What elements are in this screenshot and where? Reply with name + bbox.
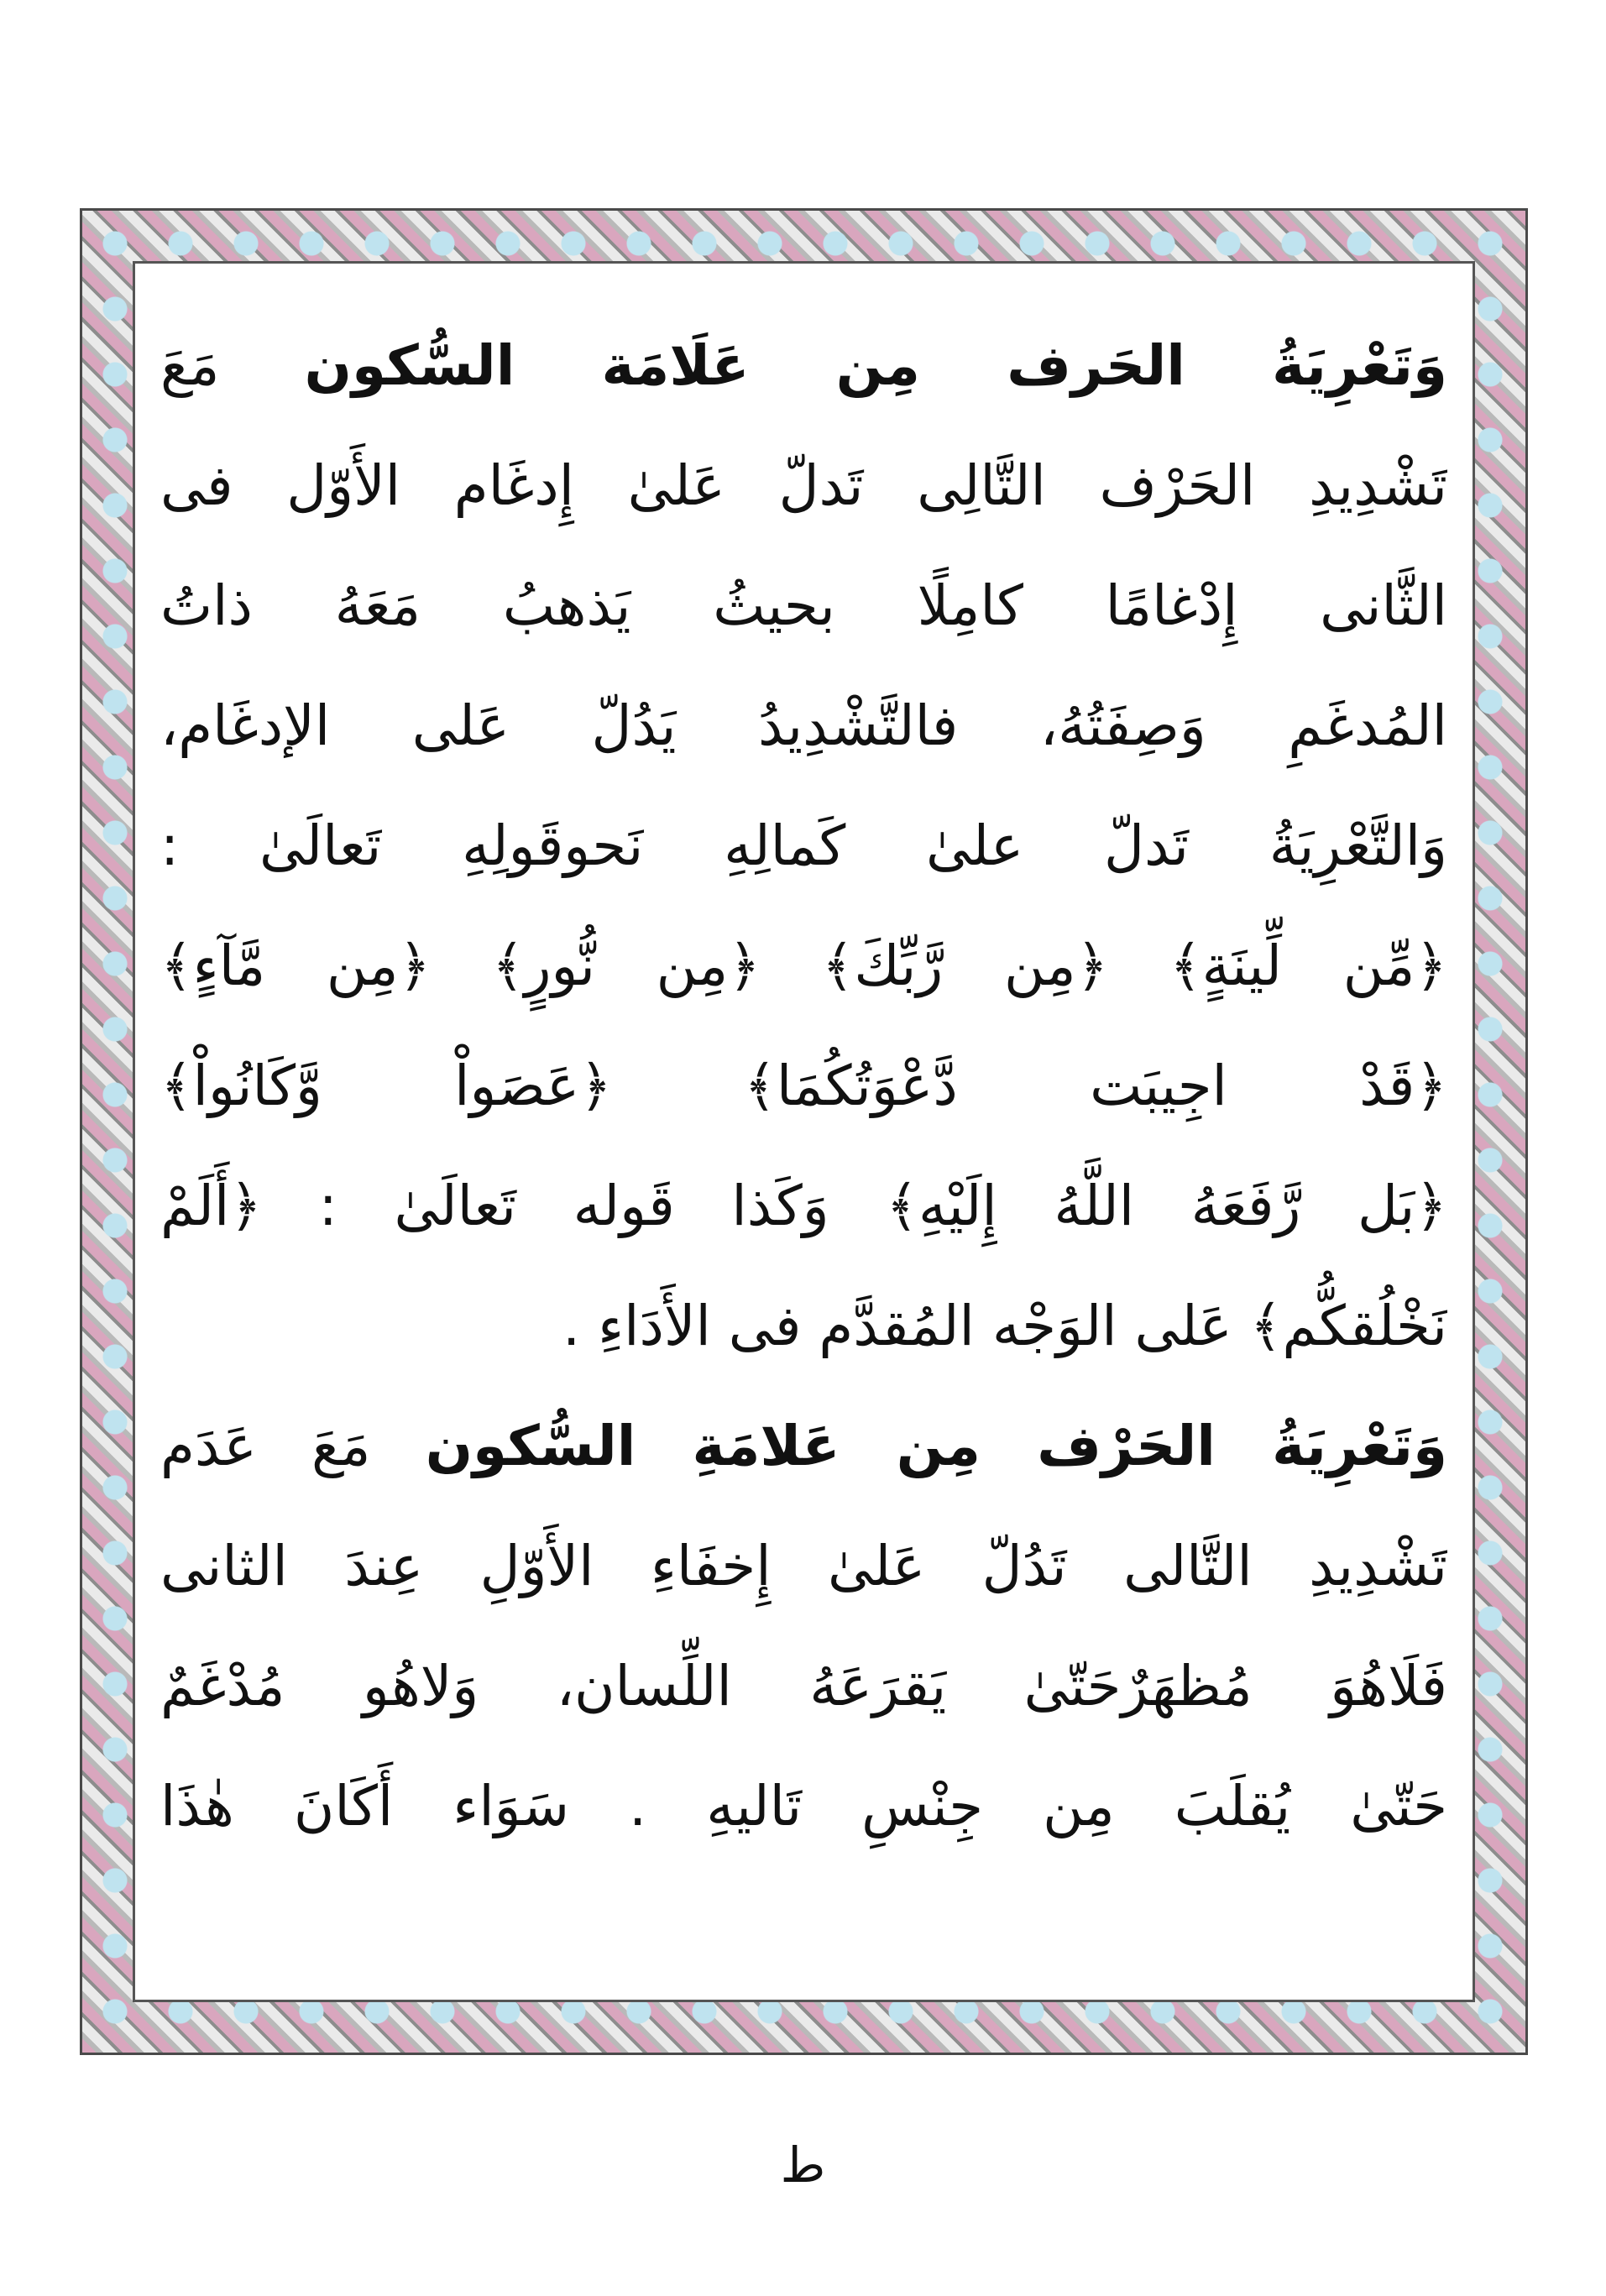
text-line: وَتَعْرِيَةُ الحَرْف مِن عَلامَةِ السُّكون مَعَ عَدَم <box>160 1414 1447 1478</box>
text-line: الثَّانى إِدْغامًا كامِلًا بحيثُ يَذهبُ مَعَهُ ذاتُ <box>160 573 1447 638</box>
text-line: نَخْلُقكُّم﴾ عَلى الوَجْه المُقدَّم فى الأَدَاءِ . <box>562 1294 1447 1358</box>
text-line: فَلَاهُوَ مُظهَرٌحَتّىٰ يَقرَعَهُ اللِّسان، وَلاهُو مُدْغَمٌ <box>160 1654 1447 1718</box>
section-heading: وَتَعْرِيَةُ الحَرْف مِن عَلامَةِ السُّكون <box>425 1414 1447 1478</box>
text-line: ﴿بَل رَّفَعَهُ اللَّهُ إِلَيْهِ﴾ وَكَذا قَوله تَعالَىٰ : ﴿أَلَمْ <box>160 1174 1447 1238</box>
text-line: ﴿مِّن لِّينَةٍ﴾ ﴿مِن رَّبِّكَ﴾ ﴿مِن نُّورٍ﴾ ﴿مِن مَّآءٍ﴾ <box>160 934 1447 998</box>
text-line: المُدغَمِ وَصِفَتُهُ، فالتَّشْدِيدُ يَدُلّ عَلى الإدغَام، <box>160 693 1447 758</box>
text-line: ﴿قَدْ اجِيبَت دَّعْوَتُكُمَا﴾ ﴿عَصَواْ وَّكَانُواْ﴾ <box>160 1054 1447 1118</box>
page-body <box>160 306 1447 1974</box>
text-line: وَالتَّعْرِيَةُ تَدلّ علىٰ كَمالِهِ نَحوقَولِهِ تَعالَىٰ : <box>160 813 1447 878</box>
text-line: تَشْدِيدِ الحَرْف التَّالِى تَدلّ عَلىٰ إِدغَام الأَوّل فى <box>160 453 1447 518</box>
text-line: وَتَعْرِيَةُ الحَرف مِن عَلَامَة السُّكون مَعَ <box>160 333 1447 398</box>
section-heading: وَتَعْرِيَةُ الحَرف مِن عَلَامَة السُّكون <box>304 333 1447 398</box>
ornamental-border <box>80 208 1528 2055</box>
text-line: حَتّىٰ يُقلَبَ مِن جِنْسِ تَاليهِ . سَوَاء أَكَانَ هٰذَا <box>160 1774 1447 1838</box>
text-panel <box>133 261 1475 2002</box>
page-number: ط <box>780 2136 826 2194</box>
text-line: تَشْدِيدِ التَّالى تَدُلّ عَلىٰ إِخفَاءِ الأَوّلِ عِندَ الثانى <box>160 1534 1447 1598</box>
